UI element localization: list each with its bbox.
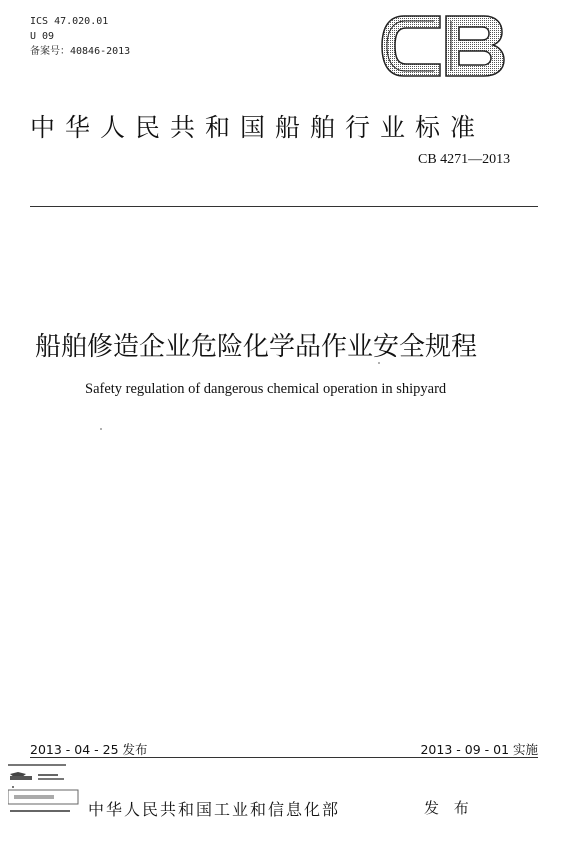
publisher-stamp-icon [8,762,80,824]
scan-speck [100,428,102,430]
publish-label: 发 布 [424,799,474,817]
implementation-date: 2013 - 09 - 01 实施 [420,742,538,757]
standard-code: CB 4271—2013 [418,152,511,167]
publisher-name: 中华人民共和国工业和信息化部 [88,800,341,819]
top-divider [30,206,538,207]
record-number: 备案号：40846-2013 [30,46,131,57]
industry-standard-title: 中华人民共和国船舶行业标准 [30,113,486,142]
scan-speck [378,362,380,364]
issue-date: 2013 - 04 - 25 发布 [30,742,148,757]
classification-code: U 09 [30,31,55,42]
metadata-block [30,14,130,59]
ics-code: ICS 47.020.01 [30,16,109,27]
document-title-chinese: 船舶修造企业危险化学品作业安全规程 [35,332,478,362]
document-title-english: Safety regulation of dangerous chemical operation in shipyard [85,381,447,397]
bottom-divider [30,757,538,758]
cb-logo-icon [378,12,508,80]
